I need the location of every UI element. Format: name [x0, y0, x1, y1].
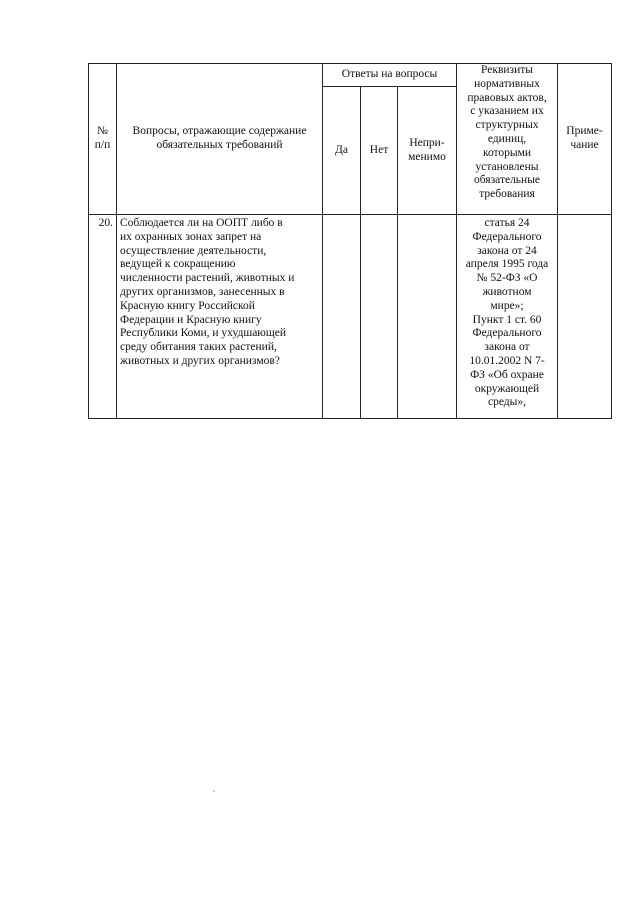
- header-row-1: [89, 64, 612, 87]
- row-requisites: статья 24 Федерального закона от 24 апреля 1995 года № 52-ФЗ «О животном мире»; Пункт 1 ст. 60 Федерального закона от 10.01.2002 N 7- ФЗ «Об охране окружающей среды»,: [457, 215, 558, 419]
- header-not-applicable: Непри- менимо: [398, 87, 457, 215]
- row-answer-no: [361, 215, 398, 419]
- header-questions: Вопросы, отражающие содержание обязательных требований: [117, 64, 323, 215]
- header-number: № п/п: [89, 64, 117, 215]
- header-note: Приме- чание: [558, 64, 612, 215]
- header-requisites: Реквизиты нормативных правовых актов, с указанием их структурных единиц, которыми установлены обязательные требования: [457, 64, 558, 215]
- row-answer-yes: [323, 215, 361, 419]
- requirements-checklist-table: [88, 63, 612, 419]
- table-row: [89, 215, 612, 419]
- header-yes: Да: [323, 87, 361, 215]
- row-answer-not-applicable: [398, 215, 457, 419]
- scan-speck: [213, 790, 215, 792]
- row-question: Соблюдается ли на ООПТ либо в их охранных зонах запрет на осуществление деятельности, ведущей к сокращению численности растений, животных и других организмов, занесенных в Красную книгу Российской Федерации и Красную книгу Республики Коми, и ухудшающей среду обитания таких растений, животных и других организмов?: [117, 215, 323, 419]
- header-answers: Ответы на вопросы: [323, 64, 457, 87]
- row-note: [558, 215, 612, 419]
- row-number: 20.: [89, 215, 117, 419]
- header-no: Нет: [361, 87, 398, 215]
